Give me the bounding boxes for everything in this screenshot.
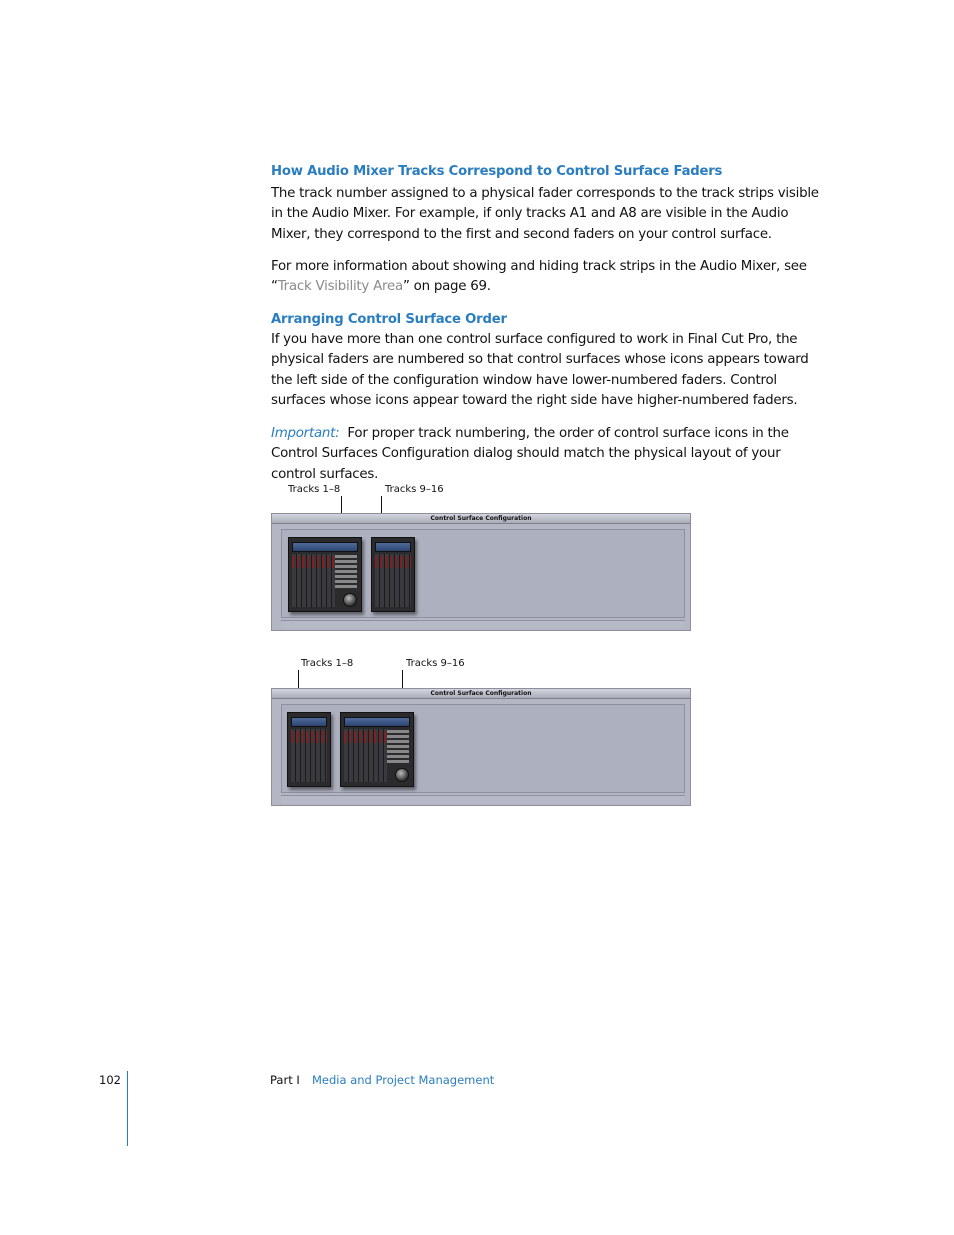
transport-keys: [387, 729, 409, 763]
paragraph-important-note: [271, 424, 826, 485]
control-surface-configuration-window: [271, 513, 691, 631]
callout-tracks-9-16: Tracks 9–16: [385, 484, 444, 495]
button-row: [291, 731, 327, 743]
lcd-display: [291, 717, 327, 727]
button-row: [292, 556, 335, 568]
callout-tracks-1-8: Tracks 1–8: [301, 658, 354, 669]
jog-wheel-icon: [343, 593, 357, 607]
paragraph-text-after-link: ” on page 69.: [402, 279, 491, 295]
footer-divider: [127, 1071, 128, 1146]
paragraph-text-before-link: For more information about showing and hiding track strips in the Audio Mixer, see “: [271, 259, 807, 295]
jog-wheel-icon: [395, 768, 409, 782]
window-bottom-bar: [281, 795, 685, 803]
window-bottom-bar: [281, 620, 685, 628]
control-surface-configuration-window: [271, 688, 691, 806]
paragraph-track-number: The track number assigned to a physical fader corresponds to the track strips visible in the Audio Mixer. For example, if only tracks A1 and A8 are visible in the Audio Mixer, they correspond to the first and second faders on your control surface.: [271, 186, 819, 242]
control-surface-icon-large[interactable]: [340, 712, 414, 787]
footer-part-label: Part I: [270, 1073, 300, 1087]
callout-tracks-1-8: Tracks 1–8: [288, 484, 341, 495]
control-surface-icon-extender[interactable]: [371, 537, 415, 612]
window-title: Control Surface Configuration: [272, 689, 690, 699]
window-title: Control Surface Configuration: [272, 514, 690, 524]
important-text: For proper track numbering, the order of control surface icons in the Control Surfaces Configuration dialog should match the physical layout of your control surfaces.: [271, 426, 789, 482]
callout-tracks-9-16: Tracks 9–16: [406, 658, 465, 669]
paragraph-more-information: [271, 257, 826, 298]
control-surface-icon-large[interactable]: [288, 537, 362, 612]
important-label: Important:: [271, 426, 340, 441]
page-number: 102: [99, 1073, 121, 1087]
section-heading-audio-mixer-tracks: How Audio Mixer Tracks Correspond to Control Surface Faders: [271, 164, 723, 179]
button-row: [344, 731, 387, 743]
footer-section-title[interactable]: Media and Project Management: [312, 1073, 495, 1087]
lcd-display: [375, 542, 411, 552]
control-surface-icon-extender[interactable]: [287, 712, 331, 787]
paragraph-control-surface-numbering: If you have more than one control surface configured to work in Final Cut Pro, the physical faders are numbered so that control surfaces whose icons appears toward the left side of the configuration window have lower-numbered faders. Control surfaces whose icons appear toward the right side have higher-numbered faders.: [271, 332, 809, 408]
section-heading-arranging-order: Arranging Control Surface Order: [271, 312, 507, 327]
track-visibility-area-link[interactable]: Track Visibility Area: [277, 279, 403, 295]
transport-keys: [335, 554, 357, 588]
lcd-display: [344, 717, 410, 727]
lcd-display: [292, 542, 358, 552]
button-row: [375, 556, 411, 568]
